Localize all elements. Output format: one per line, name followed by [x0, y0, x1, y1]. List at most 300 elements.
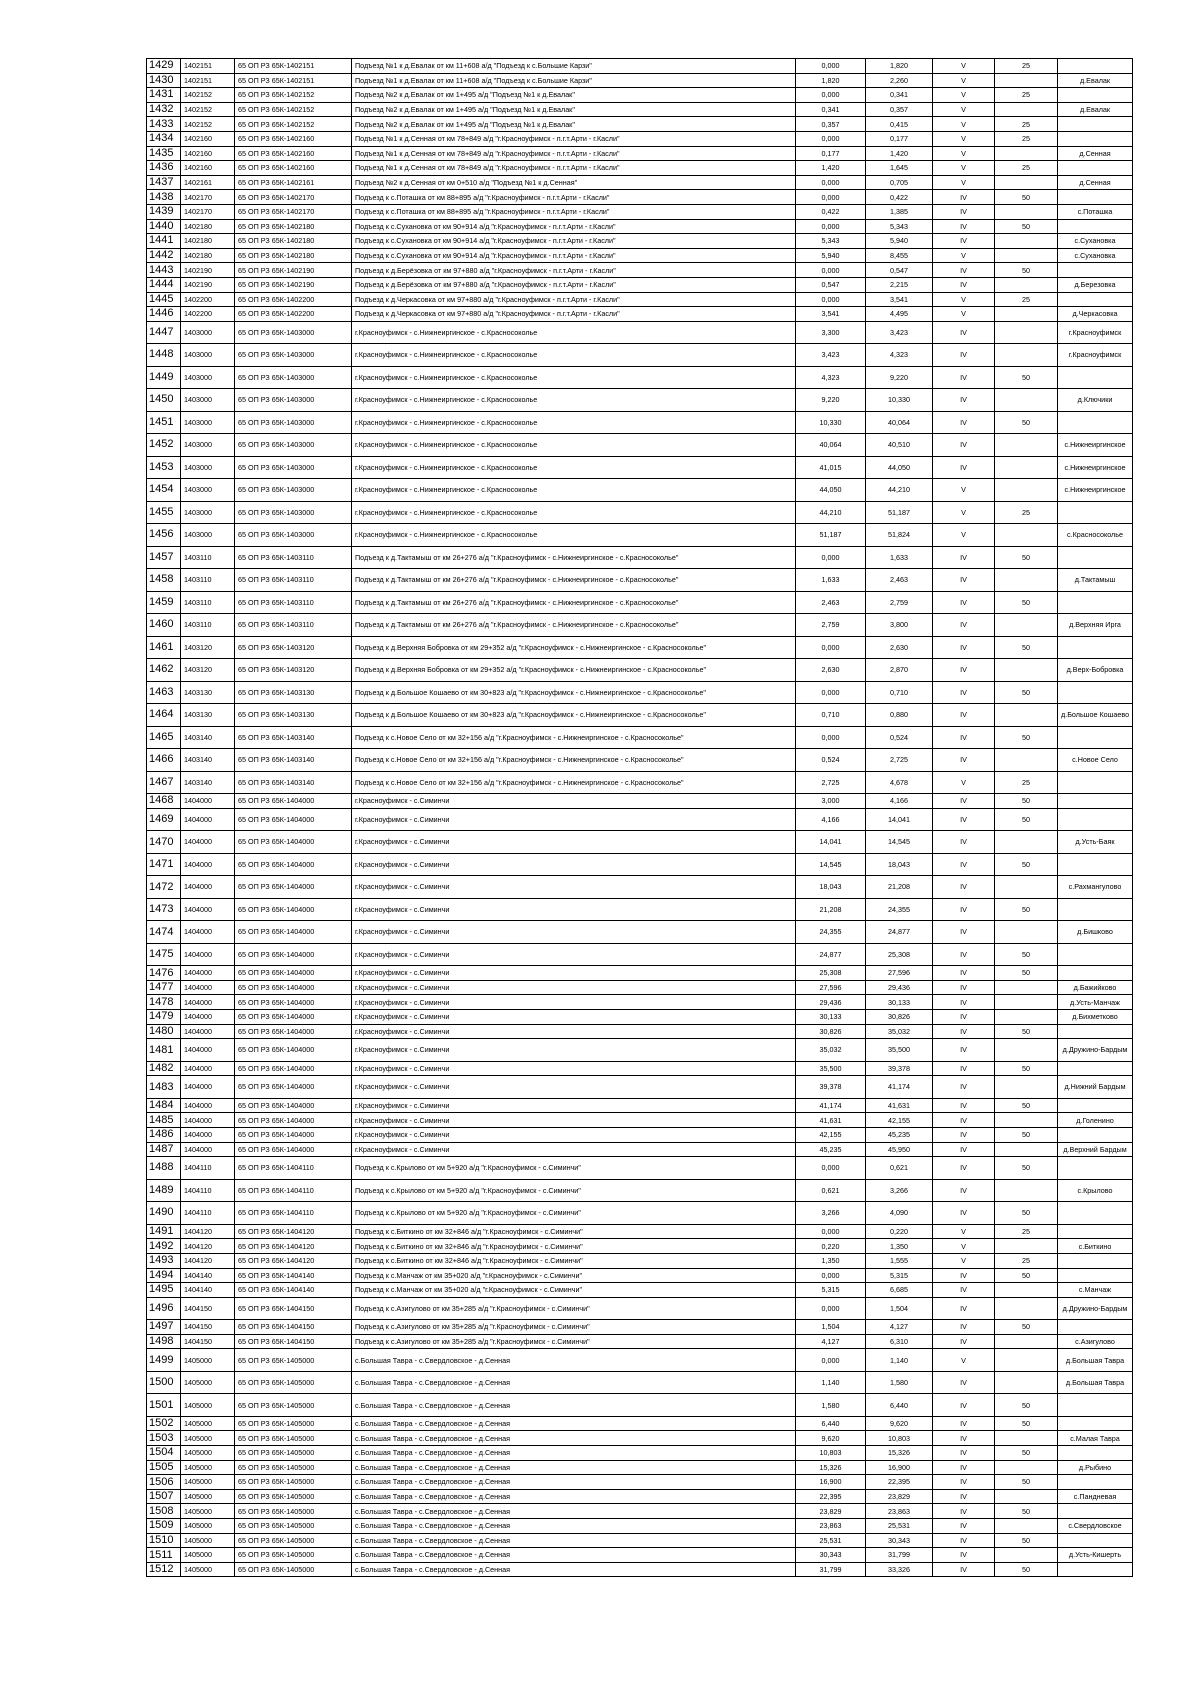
road-category: IV [933, 1297, 995, 1320]
km-end: 0,705 [866, 175, 933, 190]
row-number: 1464 [147, 704, 181, 727]
km-start: 5,940 [796, 248, 866, 263]
road-category: IV [933, 853, 995, 876]
speed-limit: 50 [995, 366, 1058, 389]
km-end: 0,177 [866, 131, 933, 146]
road-id: 1404000 [181, 943, 235, 966]
km-start: 1,140 [796, 1371, 866, 1394]
table-row [147, 1076, 1133, 1099]
settlement: д.Ключики [1058, 389, 1133, 412]
road-id: 1405000 [181, 1533, 235, 1548]
settlement: д.Верхняя Ирга [1058, 614, 1133, 637]
road-name: Подъезд к с.Крылово от км 5+920 а/д "г.Красноуфимск - с.Симинчи" [352, 1179, 796, 1202]
km-start: 0,547 [796, 277, 866, 292]
road-name: г.Красноуфимск - с.Симинчи [352, 1128, 796, 1143]
km-start: 5,315 [796, 1283, 866, 1298]
road-code: 65 ОП РЗ 65К-1404110 [235, 1202, 352, 1225]
settlement: д.Сенная [1058, 175, 1133, 190]
row-number: 1500 [147, 1371, 181, 1394]
road-category: IV [933, 1431, 995, 1446]
road-category: IV [933, 1024, 995, 1039]
row-number: 1433 [147, 117, 181, 132]
table-row [147, 1460, 1133, 1475]
road-category: IV [933, 614, 995, 637]
km-end: 31,799 [866, 1548, 933, 1563]
road-code: 65 ОП РЗ 65К-1404000 [235, 1039, 352, 1062]
km-start: 0,177 [796, 146, 866, 161]
km-start: 0,000 [796, 1157, 866, 1180]
km-end: 0,524 [866, 726, 933, 749]
speed-limit [995, 1039, 1058, 1062]
speed-limit [995, 1142, 1058, 1157]
table-row [147, 131, 1133, 146]
road-id: 1402170 [181, 190, 235, 205]
road-category: IV [933, 704, 995, 727]
settlement [1058, 591, 1133, 614]
road-category: IV [933, 263, 995, 278]
speed-limit: 25 [995, 117, 1058, 132]
table-row [147, 411, 1133, 434]
road-category: IV [933, 808, 995, 831]
road-code: 65 ОП РЗ 65К-1403140 [235, 749, 352, 772]
table-row [147, 995, 1133, 1010]
table-row [147, 1320, 1133, 1335]
row-number: 1488 [147, 1157, 181, 1180]
speed-limit [995, 1489, 1058, 1504]
row-number: 1508 [147, 1504, 181, 1519]
road-id: 1402190 [181, 263, 235, 278]
road-code: 65 ОП РЗ 65К-1403000 [235, 501, 352, 524]
row-number: 1468 [147, 794, 181, 809]
table-body [147, 59, 1133, 1577]
km-start: 2,725 [796, 771, 866, 794]
settlement [1058, 190, 1133, 205]
km-start: 2,463 [796, 591, 866, 614]
road-id: 1404000 [181, 876, 235, 899]
road-category: IV [933, 204, 995, 219]
speed-limit: 50 [995, 1128, 1058, 1143]
road-category: V [933, 501, 995, 524]
road-id: 1403000 [181, 434, 235, 457]
road-code: 65 ОП РЗ 65К-1403140 [235, 726, 352, 749]
road-category: IV [933, 1202, 995, 1225]
speed-limit: 50 [995, 1320, 1058, 1335]
row-number: 1467 [147, 771, 181, 794]
table-row [147, 524, 1133, 547]
road-name: с.Большая Тавра - с.Свердловское - д.Сенная [352, 1431, 796, 1446]
speed-limit: 50 [995, 1024, 1058, 1039]
settlement [1058, 219, 1133, 234]
road-code: 65 ОП РЗ 65К-1403000 [235, 321, 352, 344]
table-row [147, 219, 1133, 234]
speed-limit: 50 [995, 1061, 1058, 1076]
row-number: 1478 [147, 995, 181, 1010]
road-code: 65 ОП РЗ 65К-1403000 [235, 434, 352, 457]
table-row [147, 204, 1133, 219]
km-start: 30,133 [796, 1010, 866, 1025]
row-number: 1494 [147, 1268, 181, 1283]
km-start: 23,829 [796, 1504, 866, 1519]
table-row [147, 659, 1133, 682]
km-end: 14,041 [866, 808, 933, 831]
settlement [1058, 1504, 1133, 1519]
row-number: 1483 [147, 1076, 181, 1099]
km-start: 9,220 [796, 389, 866, 412]
km-start: 0,000 [796, 726, 866, 749]
settlement: г.Красноуфимск [1058, 321, 1133, 344]
row-number: 1438 [147, 190, 181, 205]
km-end: 51,824 [866, 524, 933, 547]
road-name: с.Большая Тавра - с.Свердловское - д.Сенная [352, 1489, 796, 1504]
km-end: 42,155 [866, 1113, 933, 1128]
road-name: с.Большая Тавра - с.Свердловское - д.Сенная [352, 1533, 796, 1548]
speed-limit: 50 [995, 898, 1058, 921]
road-code: 65 ОП РЗ 65К-1404150 [235, 1320, 352, 1335]
road-name: Подъезд к с.Биткино от км 32+846 а/д "г.Красноуфимск - с.Симинчи" [352, 1253, 796, 1268]
table-row [147, 1179, 1133, 1202]
road-name: г.Красноуфимск - с.Нижнеиргинское - с.Красносокольe [352, 344, 796, 367]
km-end: 5,940 [866, 234, 933, 249]
speed-limit: 50 [995, 411, 1058, 434]
road-id: 1402160 [181, 161, 235, 176]
km-end: 1,140 [866, 1349, 933, 1372]
km-start: 9,620 [796, 1431, 866, 1446]
settlement [1058, 546, 1133, 569]
speed-limit [995, 704, 1058, 727]
km-start: 41,174 [796, 1098, 866, 1113]
km-end: 0,341 [866, 88, 933, 103]
settlement: с.Свердловское [1058, 1519, 1133, 1534]
road-id: 1404000 [181, 853, 235, 876]
settlement: д.Верхний Бардым [1058, 1142, 1133, 1157]
road-code: 65 ОП РЗ 65К-1404140 [235, 1268, 352, 1283]
km-end: 30,133 [866, 995, 933, 1010]
road-category: V [933, 131, 995, 146]
km-start: 16,900 [796, 1475, 866, 1490]
km-start: 0,000 [796, 636, 866, 659]
row-number: 1458 [147, 569, 181, 592]
road-category: IV [933, 726, 995, 749]
settlement: д.Большая Тавра [1058, 1371, 1133, 1394]
road-code: 65 ОП РЗ 65К-1403000 [235, 524, 352, 547]
row-number: 1501 [147, 1394, 181, 1417]
road-code: 65 ОП РЗ 65К-1405000 [235, 1416, 352, 1431]
road-name: Подъезд к д.Тактамыш от км 26+276 а/д "г.Красноуфимск - с.Нижнеиргинское - с.Красносокольe" [352, 569, 796, 592]
table-row [147, 771, 1133, 794]
table-row [147, 1504, 1133, 1519]
road-name: г.Красноуфимск - с.Симинчи [352, 876, 796, 899]
km-start: 21,208 [796, 898, 866, 921]
speed-limit [995, 146, 1058, 161]
settlement [1058, 771, 1133, 794]
road-category: V [933, 59, 995, 74]
row-number: 1461 [147, 636, 181, 659]
settlement: д.Бажийково [1058, 980, 1133, 995]
table-row [147, 966, 1133, 981]
row-number: 1448 [147, 344, 181, 367]
km-end: 2,260 [866, 73, 933, 88]
settlement [1058, 1061, 1133, 1076]
road-code: 65 ОП РЗ 65К-1404140 [235, 1283, 352, 1298]
row-number: 1510 [147, 1533, 181, 1548]
road-id: 1405000 [181, 1416, 235, 1431]
road-id: 1405000 [181, 1431, 235, 1446]
road-code: 65 ОП РЗ 65К-1404110 [235, 1157, 352, 1180]
road-code: 65 ОП РЗ 65К-1405000 [235, 1562, 352, 1577]
road-name: Подъезд №1 к д.Евалак от км 11+608 а/д "Подъезд к с.Большие Карзи" [352, 59, 796, 74]
road-code: 65 ОП РЗ 65К-1404000 [235, 876, 352, 899]
road-category: IV [933, 411, 995, 434]
road-code: 65 ОП РЗ 65К-1404000 [235, 794, 352, 809]
road-code: 65 ОП РЗ 65К-1403110 [235, 591, 352, 614]
km-start: 4,127 [796, 1334, 866, 1349]
road-id: 1402152 [181, 117, 235, 132]
km-end: 41,631 [866, 1098, 933, 1113]
road-name: г.Красноуфимск - с.Симинчи [352, 898, 796, 921]
km-end: 3,800 [866, 614, 933, 637]
row-number: 1429 [147, 59, 181, 74]
road-code: 65 ОП РЗ 65К-1402170 [235, 204, 352, 219]
road-name: г.Красноуфимск - с.Симинчи [352, 995, 796, 1010]
settlement [1058, 1416, 1133, 1431]
settlement: с.Малая Тавра [1058, 1431, 1133, 1446]
speed-limit [995, 389, 1058, 412]
road-id: 1402190 [181, 277, 235, 292]
km-start: 0,000 [796, 88, 866, 103]
road-name: г.Красноуфимск - с.Симинчи [352, 831, 796, 854]
road-code: 65 ОП РЗ 65К-1403000 [235, 389, 352, 412]
km-start: 10,330 [796, 411, 866, 434]
row-number: 1479 [147, 1010, 181, 1025]
road-category: IV [933, 1283, 995, 1298]
road-category: IV [933, 569, 995, 592]
settlement: д.Рыбино [1058, 1460, 1133, 1475]
road-code: 65 ОП РЗ 65К-1405000 [235, 1371, 352, 1394]
km-end: 10,330 [866, 389, 933, 412]
settlement [1058, 263, 1133, 278]
km-start: 23,863 [796, 1519, 866, 1534]
speed-limit: 50 [995, 263, 1058, 278]
road-id: 1405000 [181, 1562, 235, 1577]
road-category: IV [933, 434, 995, 457]
road-category: V [933, 88, 995, 103]
road-category: V [933, 102, 995, 117]
km-start: 6,440 [796, 1416, 866, 1431]
row-number: 1493 [147, 1253, 181, 1268]
settlement: д.Дружино-Бардым [1058, 1297, 1133, 1320]
row-number: 1432 [147, 102, 181, 117]
road-id: 1404000 [181, 1076, 235, 1099]
road-name: с.Большая Тавра - с.Свердловское - д.Сенная [352, 1349, 796, 1372]
km-start: 1,420 [796, 161, 866, 176]
road-category: V [933, 771, 995, 794]
table-row [147, 501, 1133, 524]
row-number: 1450 [147, 389, 181, 412]
speed-limit: 50 [995, 546, 1058, 569]
road-code: 65 ОП РЗ 65К-1403110 [235, 614, 352, 637]
speed-limit [995, 204, 1058, 219]
road-code: 65 ОП РЗ 65К-1404120 [235, 1253, 352, 1268]
road-id: 1403120 [181, 659, 235, 682]
road-category: V [933, 292, 995, 307]
km-start: 25,531 [796, 1533, 866, 1548]
km-start: 15,326 [796, 1460, 866, 1475]
settlement [1058, 1157, 1133, 1180]
settlement [1058, 1394, 1133, 1417]
speed-limit [995, 73, 1058, 88]
speed-limit [995, 102, 1058, 117]
road-code: 65 ОП РЗ 65К-1404000 [235, 808, 352, 831]
road-code: 65 ОП РЗ 65К-1403130 [235, 681, 352, 704]
km-end: 0,220 [866, 1224, 933, 1239]
road-name: г.Красноуфимск - с.Симинчи [352, 1076, 796, 1099]
table-row [147, 117, 1133, 132]
km-end: 4,678 [866, 771, 933, 794]
road-category: IV [933, 1371, 995, 1394]
row-number: 1454 [147, 479, 181, 502]
road-id: 1402200 [181, 307, 235, 322]
speed-limit: 25 [995, 1224, 1058, 1239]
road-name: г.Красноуфимск - с.Нижнеиргинское - с.Красносокольe [352, 456, 796, 479]
road-name: г.Красноуфимск - с.Симинчи [352, 943, 796, 966]
row-number: 1469 [147, 808, 181, 831]
road-category: V [933, 479, 995, 502]
speed-limit [995, 175, 1058, 190]
settlement: д.Черкасовка [1058, 307, 1133, 322]
km-end: 40,064 [866, 411, 933, 434]
table-row [147, 1142, 1133, 1157]
km-end: 9,220 [866, 366, 933, 389]
table-row [147, 704, 1133, 727]
road-name: Подъезд к д.Большое Кошаево от км 30+823 а/д "г.Красноуфимск - с.Нижнеиргинское - с.Красносокольe" [352, 681, 796, 704]
km-start: 0,341 [796, 102, 866, 117]
settlement: д.Евалак [1058, 73, 1133, 88]
road-name: г.Красноуфимск - с.Симинчи [352, 921, 796, 944]
road-category: IV [933, 636, 995, 659]
road-code: 65 ОП РЗ 65К-1403000 [235, 456, 352, 479]
table-row [147, 1394, 1133, 1417]
road-category: IV [933, 1061, 995, 1076]
road-id: 1405000 [181, 1489, 235, 1504]
km-end: 45,235 [866, 1128, 933, 1143]
km-end: 2,630 [866, 636, 933, 659]
road-code: 65 ОП РЗ 65К-1404150 [235, 1334, 352, 1349]
road-code: 65 ОП РЗ 65К-1403140 [235, 771, 352, 794]
settlement: с.Крылово [1058, 1179, 1133, 1202]
settlement [1058, 59, 1133, 74]
km-start: 4,323 [796, 366, 866, 389]
row-number: 1440 [147, 219, 181, 234]
km-end: 0,415 [866, 117, 933, 132]
km-end: 16,900 [866, 1460, 933, 1475]
table-row [147, 1283, 1133, 1298]
km-end: 0,880 [866, 704, 933, 727]
road-code: 65 ОП РЗ 65К-1405000 [235, 1460, 352, 1475]
speed-limit: 50 [995, 1268, 1058, 1283]
road-category: IV [933, 1142, 995, 1157]
speed-limit [995, 1179, 1058, 1202]
road-name: Подъезд к д.Берёзовка от км 97+880 а/д "г.Красноуфимск - п.г.т.Арти - г.Касли" [352, 277, 796, 292]
km-end: 6,685 [866, 1283, 933, 1298]
speed-limit [995, 434, 1058, 457]
km-start: 14,041 [796, 831, 866, 854]
road-name: Подъезд к с.Азигулово от км 35+285 а/д "г.Красноуфимск - с.Симинчи" [352, 1334, 796, 1349]
table-row [147, 248, 1133, 263]
road-code: 65 ОП РЗ 65К-1402161 [235, 175, 352, 190]
road-id: 1402170 [181, 204, 235, 219]
speed-limit: 50 [995, 1562, 1058, 1577]
table-row [147, 546, 1133, 569]
road-id: 1404110 [181, 1157, 235, 1180]
road-category: IV [933, 344, 995, 367]
settlement [1058, 1320, 1133, 1335]
road-id: 1404120 [181, 1224, 235, 1239]
table-row [147, 59, 1133, 74]
road-name: Подъезд к с.Сухановка от км 90+914 а/д "г.Красноуфимск - п.г.т.Арти - г.Касли" [352, 234, 796, 249]
road-id: 1404000 [181, 1010, 235, 1025]
km-end: 4,127 [866, 1320, 933, 1335]
speed-limit: 50 [995, 1157, 1058, 1180]
speed-limit [995, 876, 1058, 899]
road-name: с.Большая Тавра - с.Свердловское - д.Сенная [352, 1562, 796, 1577]
table-row [147, 1416, 1133, 1431]
row-number: 1511 [147, 1548, 181, 1563]
row-number: 1486 [147, 1128, 181, 1143]
road-name: с.Большая Тавра - с.Свердловское - д.Сенная [352, 1446, 796, 1461]
settlement [1058, 794, 1133, 809]
row-number: 1435 [147, 146, 181, 161]
settlement [1058, 966, 1133, 981]
table-row [147, 1431, 1133, 1446]
km-end: 35,500 [866, 1039, 933, 1062]
settlement: с.Пандневая [1058, 1489, 1133, 1504]
km-end: 51,187 [866, 501, 933, 524]
road-category: V [933, 175, 995, 190]
km-start: 0,422 [796, 204, 866, 219]
road-id: 1402200 [181, 292, 235, 307]
road-id: 1404000 [181, 808, 235, 831]
row-number: 1459 [147, 591, 181, 614]
speed-limit: 25 [995, 292, 1058, 307]
row-number: 1453 [147, 456, 181, 479]
road-name: г.Красноуфимск - с.Симинчи [352, 1010, 796, 1025]
road-code: 65 ОП РЗ 65К-1404000 [235, 921, 352, 944]
km-end: 4,323 [866, 344, 933, 367]
km-end: 44,210 [866, 479, 933, 502]
road-name: Подъезд к с.Сухановка от км 90+914 а/д "г.Красноуфимск - п.г.т.Арти - г.Касли" [352, 248, 796, 263]
speed-limit [995, 277, 1058, 292]
km-start: 41,631 [796, 1113, 866, 1128]
row-number: 1491 [147, 1224, 181, 1239]
settlement [1058, 1446, 1133, 1461]
road-code: 65 ОП РЗ 65К-1404000 [235, 1024, 352, 1039]
road-category: IV [933, 943, 995, 966]
row-number: 1475 [147, 943, 181, 966]
km-start: 0,000 [796, 292, 866, 307]
settlement [1058, 1128, 1133, 1143]
speed-limit: 50 [995, 1504, 1058, 1519]
table-row [147, 479, 1133, 502]
km-start: 0,524 [796, 749, 866, 772]
road-code: 65 ОП РЗ 65К-1405000 [235, 1489, 352, 1504]
table-row [147, 307, 1133, 322]
km-end: 1,504 [866, 1297, 933, 1320]
road-code: 65 ОП РЗ 65К-1404000 [235, 966, 352, 981]
road-code: 65 ОП РЗ 65К-1404000 [235, 943, 352, 966]
road-code: 65 ОП РЗ 65К-1402170 [235, 190, 352, 205]
row-number: 1436 [147, 161, 181, 176]
speed-limit: 50 [995, 853, 1058, 876]
